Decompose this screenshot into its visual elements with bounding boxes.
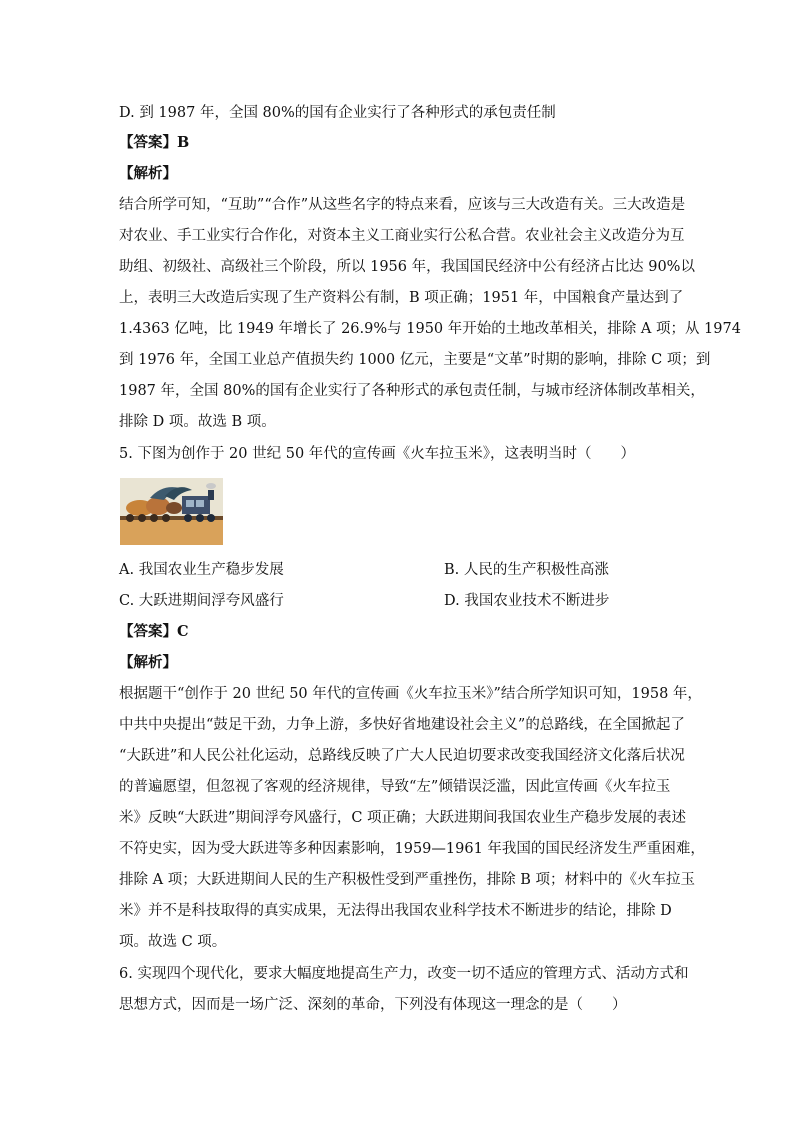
q5-analysis-line: 米》并不是科技取得的真实成果，无法得出我国农业科学技术不断进步的结论，排除 D <box>119 903 672 919</box>
q5-analysis-line: 的普遍愿望，但忽视了客观的经济规律，导致“左”倾错误泛滥，因此宣传画《火车拉玉 <box>119 779 671 795</box>
q5-analysis-line: 不符史实，因为受大跃进等多种因素影响，1959—1961 年我国的国民经济发生严重困难， <box>119 841 705 857</box>
q6-stem-line: 6. 实现四个现代化，要求大幅度地提高生产力，改变一切不适应的管理方式、活动方式和 <box>119 966 689 982</box>
q4-analysis-line: 助组、初级社、高级社三个阶段，所以 1956 年，我国国民经济中公有经济占比达 90%以 <box>119 259 695 275</box>
q4-analysis-label: 【解析】 <box>119 165 177 182</box>
q5-analysis-line: 中共中央提出“鼓足干劲，力争上游，多快好省地建设社会主义”的总路线，在全国掀起了 <box>119 717 685 733</box>
q5-analysis-line: 米》反映“大跃进”期间浮夸风盛行，C 项正确；大跃进期间我国农业生产稳步发展的表述 <box>119 810 687 826</box>
q5-option-c: C. 大跃进期间浮夸风盛行 <box>119 593 284 609</box>
q4-option-d: D. 到 1987 年，全国 80%的国有企业实行了各种形式的承包责任制 <box>119 105 556 121</box>
q5-stem: 5. 下图为创作于 20 世纪 50 年代的宣传画《火车拉玉米》，这表明当时（ ） <box>119 446 636 462</box>
q4-answer: 【答案】B <box>119 134 190 151</box>
q4-analysis-line: 排除 D 项。故选 B 项。 <box>119 414 276 430</box>
q4-analysis-line: 1.4363 亿吨，比 1949 年增长了 26.9%与 1950 年开始的土地改革相关，排除 A 项；从 1974 <box>119 321 741 337</box>
q4-analysis-line: 到 1976 年，全国工业总产值损失约 1000 亿元，主要是“文革”时期的影响，排除 C 项；到 <box>119 352 711 368</box>
q5-analysis-line: 排除 A 项；大跃进期间人民的生产积极性受到严重挫伤，排除 B 项；材料中的《火车拉玉 <box>119 872 696 888</box>
q5-option-d: D. 我国农业技术不断进步 <box>444 593 610 609</box>
propaganda-poster-image <box>120 478 223 545</box>
q4-analysis-line: 对农业、手工业实行合作化，对资本主义工商业实行公私合营。农业社会主义改造分为互 <box>119 228 685 244</box>
q5-option-a: A. 我国农业生产稳步发展 <box>119 562 284 578</box>
q4-analysis-line: 上，表明三大改造后实现了生产资料公有制，B 项正确；1951 年，中国粮食产量达到了 <box>119 290 684 306</box>
q5-option-b: B. 人民的生产积极性高涨 <box>444 562 609 578</box>
q5-analysis-line: 项。故选 C 项。 <box>119 934 227 950</box>
q4-analysis-line: 1987 年，全国 80%的国有企业实行了各种形式的承包责任制，与城市经济体制改革相关， <box>119 383 705 399</box>
q6-stem-line: 思想方式，因而是一场广泛、深刻的革命，下列没有体现这一理念的是（ ） <box>119 997 627 1013</box>
q5-analysis-line: “大跃进”和人民公社化运动，总路线反映了广大人民迫切要求改变我国经济文化落后状况 <box>119 748 685 764</box>
q5-analysis-line: 根据题干“创作于 20 世纪 50 年代的宣传画《火车拉玉米》”结合所学知识可知，1958 年， <box>119 686 702 702</box>
q5-answer: 【答案】C <box>119 623 189 640</box>
q4-analysis-line: 结合所学可知，“互助”“合作”从这些名字的特点来看，应该与三大改造有关。三大改造是 <box>119 197 686 213</box>
q5-analysis-label: 【解析】 <box>119 654 177 671</box>
